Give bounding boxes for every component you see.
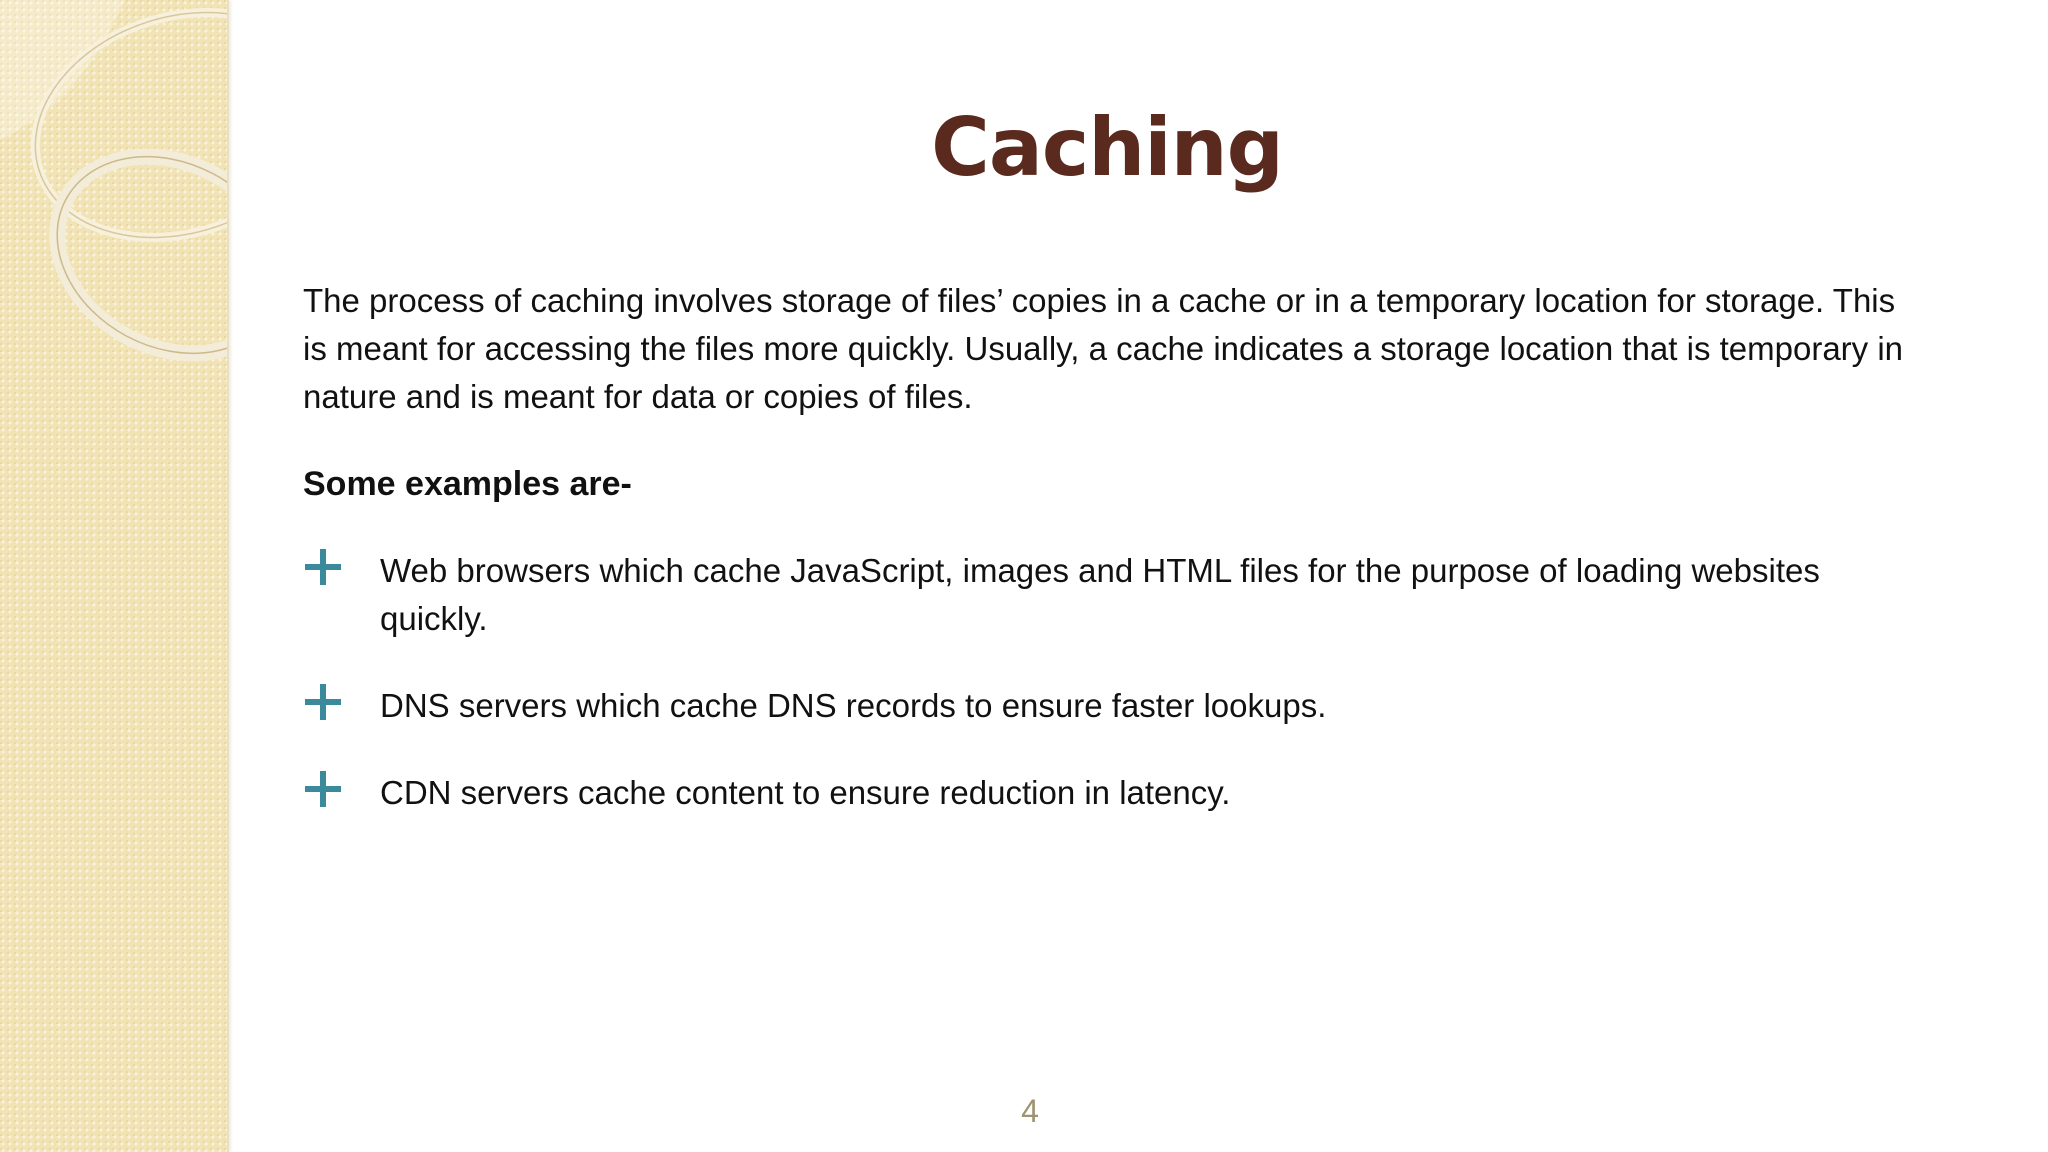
plus-icon [303, 769, 343, 809]
examples-heading: Some examples are- [303, 465, 632, 503]
ring-ornament [0, 0, 227, 400]
list-item [303, 769, 1923, 817]
list-item [303, 682, 1923, 730]
list-item [303, 547, 1923, 643]
examples-list [303, 547, 1923, 817]
corner-highlight [0, 0, 125, 140]
plus-icon [303, 547, 343, 587]
decorative-side-panel [0, 0, 229, 1152]
list-item-text: DNS servers which cache DNS records to ensure faster lookups. [380, 687, 1327, 724]
slide-title: Caching [931, 101, 1283, 194]
page-number: 4 [1021, 1093, 1039, 1129]
plus-icon [303, 682, 343, 722]
list-item-text: CDN servers cache content to ensure reduction in latency. [380, 774, 1231, 811]
intro-paragraph: The process of caching involves storage of files’ copies in a cache or in a temporary location for storage. This is meant for accessing the files more quickly. Usually, a cache indicates a storage location that is temporary in nature and is meant for data or copies of files. [303, 282, 1904, 415]
list-item-text: Web browsers which cache JavaScript, images and HTML files for the purpose of loading websites quickly. [380, 552, 1820, 637]
